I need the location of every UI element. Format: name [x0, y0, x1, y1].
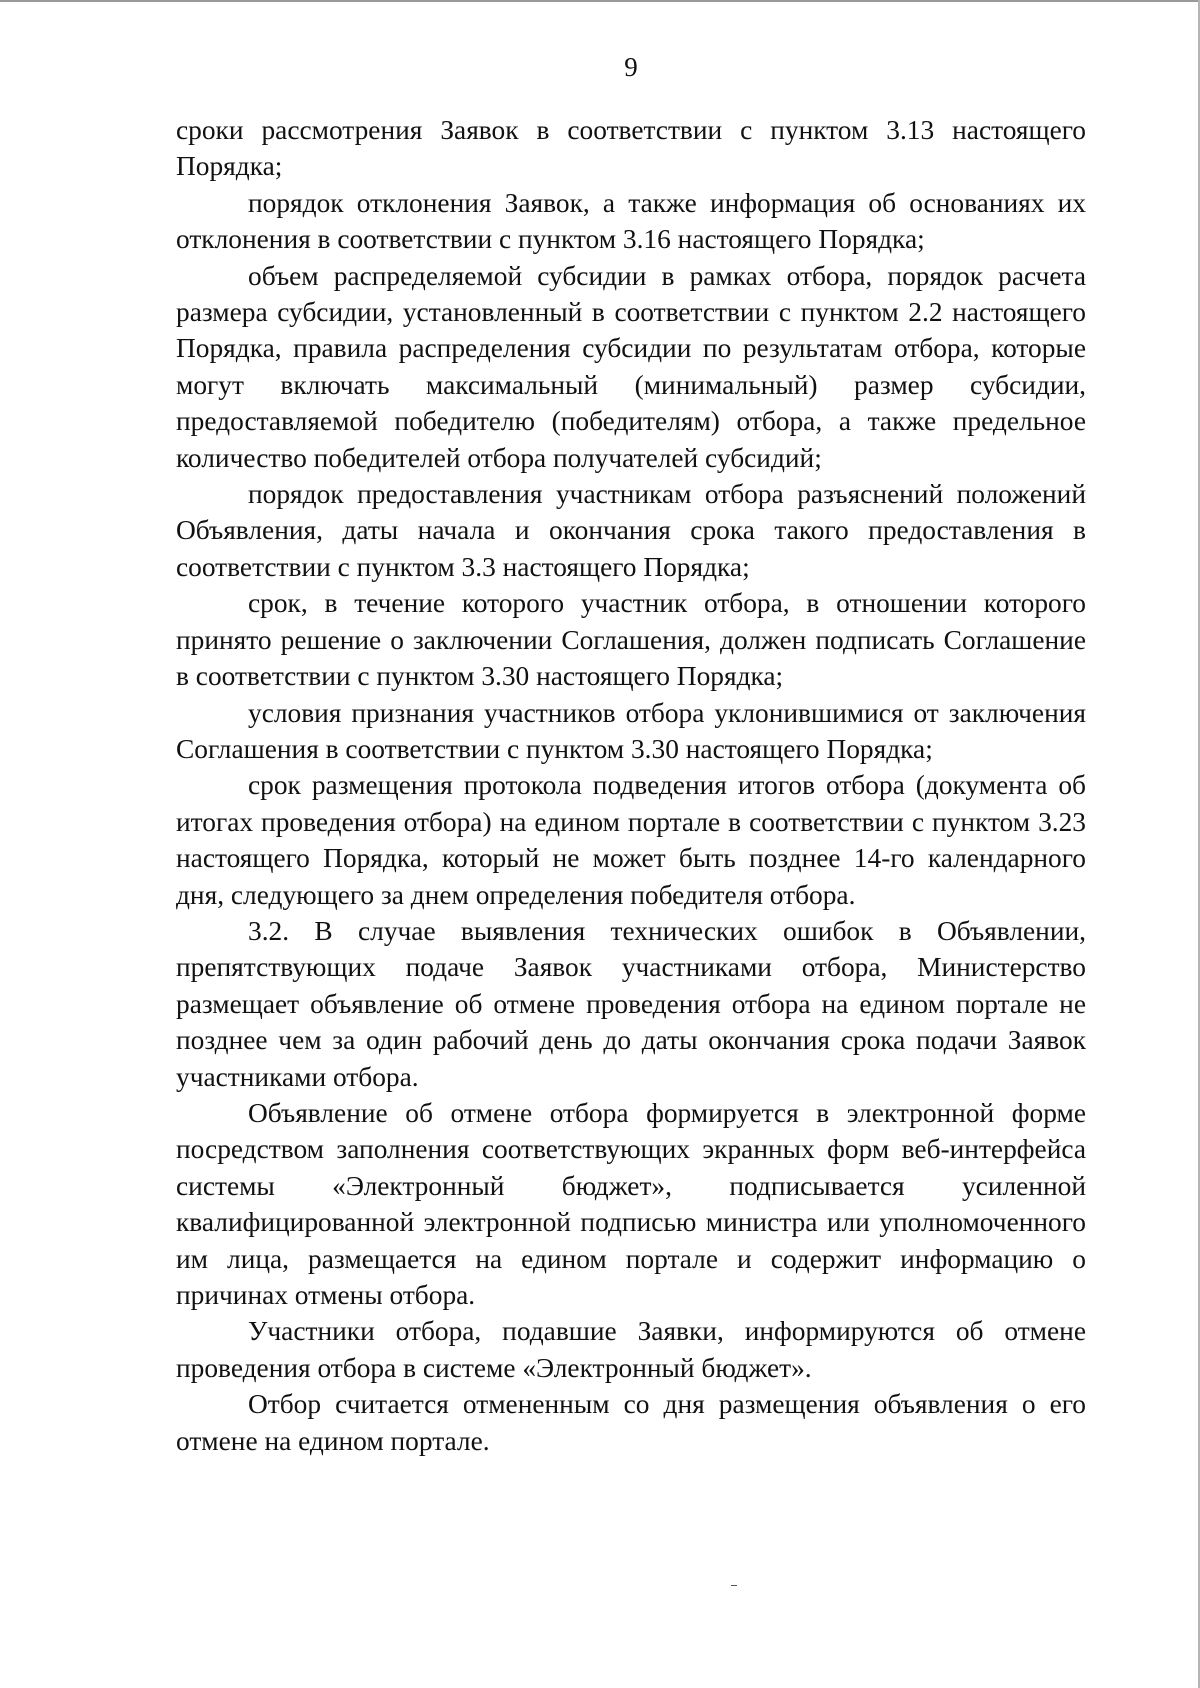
document-body	[176, 112, 1086, 1459]
paragraph-evasion-conditions: условия признания участников отбора уклонившимися от заключения Соглашения в соответствии с пунктом 3.30 настоящего Порядка;	[176, 697, 1086, 764]
paragraph-signing-deadline: срок, в течение которого участник отбора, в отношении которого принято решение о заключении Соглашения, должен подписать Соглашение в соответствии с пунктом 3.30 настоящего Порядка;	[176, 588, 1086, 692]
paragraph-clarifications: порядок предоставления участникам отбора разъяснений положений Объявления, даты начала и окончания срока такого предоставления в соответствии с пунктом 3.3 настоящего Порядка;	[176, 479, 1086, 582]
scan-edge-top	[0, 0, 1200, 2]
paragraph-rejection-procedure: порядок отклонения Заявок, а также информация об основаниях их отклонения в соответствии с пунктом 3.16 настоящего Порядка;	[176, 187, 1086, 255]
paragraph-cancellation-effective: Отбор считается отмененным со дня размещения объявления о его отмене на едином портале.	[176, 1389, 1086, 1456]
paragraph-review-deadlines: сроки рассмотрения Заявок в соответствии с пунктом 3.13 настоящего Порядка;	[176, 115, 1086, 182]
paragraph-protocol-deadline: срок размещения протокола подведения итогов отбора (документа об итогах проведения отбора) на едином портале в соответствии с пунктом 3.23 настоящего Порядка, который не может быть позднее 14-го календарного дня, следующего за днем определения победителя отбора.	[176, 770, 1086, 910]
paragraph-cancellation-notice: Объявление об отмене отбора формируется в электронной форме посредством заполнения соответствующих экранных форм веб-интерфейса системы «Электронный бюджет», подписывается усиленной квалифицированной электронной подписью министра или уполномоченного им лица, размещается на едином портале и содержит информацию о причинах отмены отбора.	[176, 1097, 1086, 1310]
paragraph-subsidy-volume: объем распределяемой субсидии в рамках отбора, порядок расчета размера субсидии, установленный в соответствии с пунктом 2.2 настоящего Порядка, правила распределения субсидии по результатам отбора, которые могут включать максимальный (минимальный) размер субсидии, предоставляемой победителю (победителям) отбора, а также предельное количество победителей отбора получателей субсидий;	[176, 260, 1086, 473]
paragraph-section-3-2: 3.2. В случае выявления технических ошибок в Объявлении, препятствующих подаче Заявок участниками отбора, Министерство размещает объявление об отмене проведения отбора на едином портале не позднее чем за один рабочий день до даты окончания срока подачи Заявок участниками отбора.	[176, 915, 1086, 1092]
scan-mark	[731, 1585, 737, 1586]
paragraph-participants-informed: Участники отбора, подавшие Заявки, информируются об отмене проведения отбора в системе «Электронный бюджет».	[176, 1316, 1086, 1383]
page-number: 9	[624, 52, 638, 82]
